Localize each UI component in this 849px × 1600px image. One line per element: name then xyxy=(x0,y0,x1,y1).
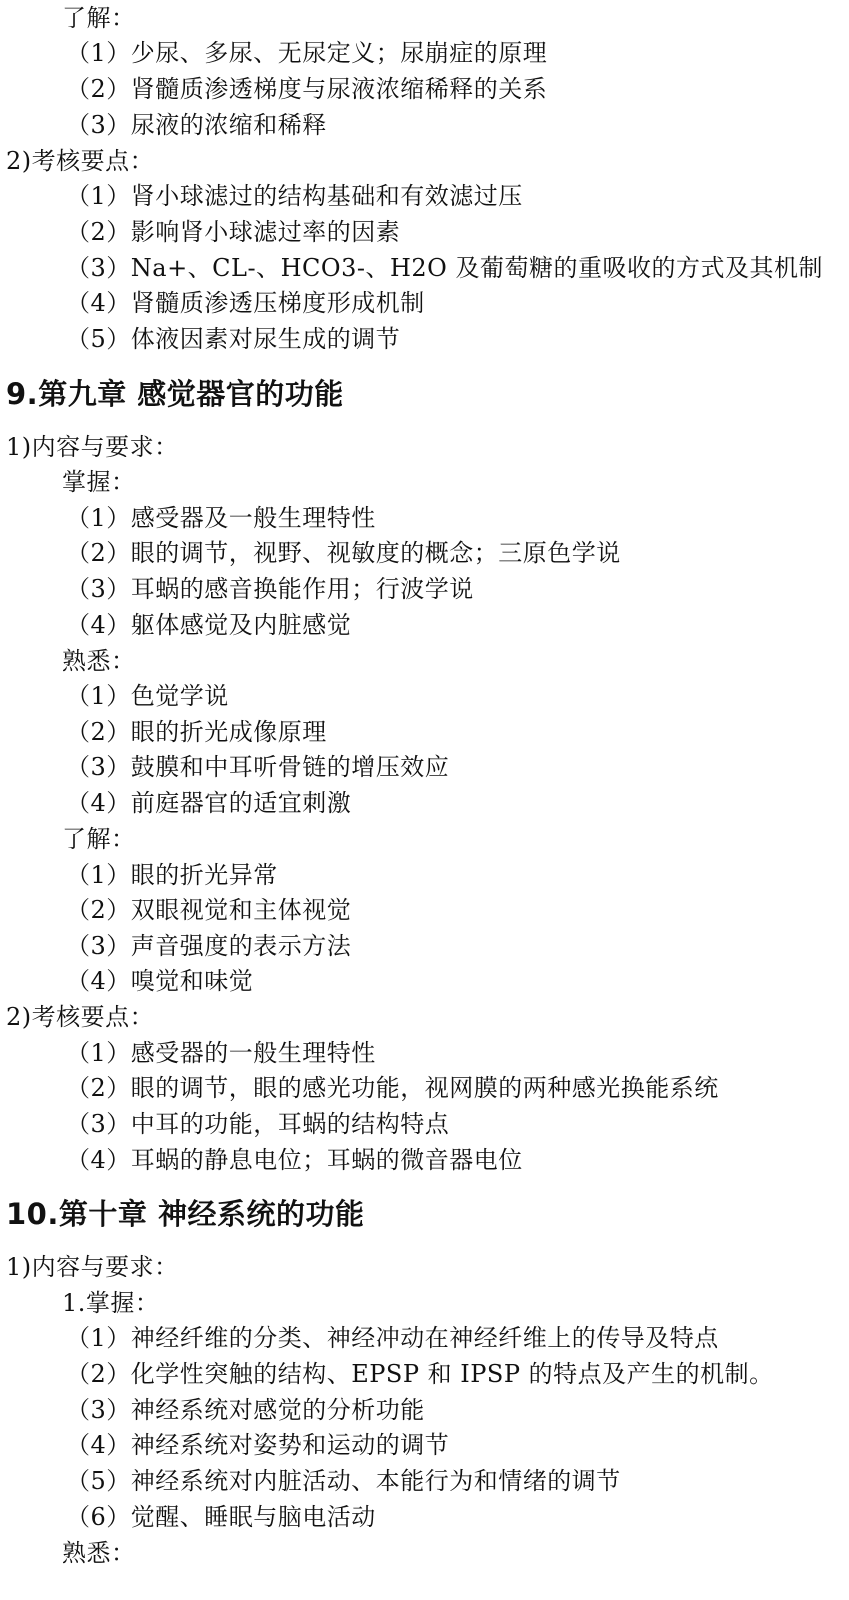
ch10-master-label: 1.掌握： xyxy=(62,1289,160,1317)
ch10-master-item-6: （6）觉醒、睡眠与脑电活动 xyxy=(66,1503,376,1531)
ch9-understand-label: 了解： xyxy=(62,825,136,853)
ch8-understand-label: 了解： xyxy=(62,4,136,32)
ch9-understand-item-4: （4）嗅觉和味觉 xyxy=(66,967,254,995)
ch9-master-label: 掌握： xyxy=(62,468,136,496)
ch8-understand-item-2: （2）肾髓质渗透梯度与尿液浓缩稀释的关系 xyxy=(66,75,548,103)
ch9-familiar-item-4: （4）前庭器官的适宜刺激 xyxy=(66,789,352,817)
ch9-master-item-4: （4）躯体感觉及内脏感觉 xyxy=(66,611,352,639)
ch9-keypoint-3: （3）中耳的功能，耳蜗的结构特点 xyxy=(66,1110,450,1138)
ch10-content-label: 1)内容与要求： xyxy=(6,1253,179,1281)
ch9-master-item-2: （2）眼的调节，视野、视敏度的概念；三原色学说 xyxy=(66,539,621,567)
ch9-familiar-label: 熟悉： xyxy=(62,647,136,675)
ch9-keypoint-4: （4）耳蜗的静息电位；耳蜗的微音器电位 xyxy=(66,1146,523,1174)
ch9-understand-item-1: （1）眼的折光异常 xyxy=(66,861,278,889)
ch9-understand-item-2: （2）双眼视觉和主体视觉 xyxy=(66,896,352,924)
ch8-understand-item-1: （1）少尿、多尿、无尿定义；尿崩症的原理 xyxy=(66,39,548,67)
ch10-master-item-3: （3）神经系统对感觉的分析功能 xyxy=(66,1396,425,1424)
ch8-keypoint-4: （4）肾髓质渗透压梯度形成机制 xyxy=(66,289,425,317)
ch9-familiar-item-3: （3）鼓膜和中耳听骨链的增压效应 xyxy=(66,753,450,781)
chapter-9-title: 9.第九章 感觉器官的功能 xyxy=(6,377,344,411)
chapter-10-title: 10.第十章 神经系统的功能 xyxy=(6,1197,365,1231)
ch8-keypoint-5: （5）体液因素对尿生成的调节 xyxy=(66,325,401,353)
ch9-keypoint-2: （2）眼的调节，眼的感光功能，视网膜的两种感光换能系统 xyxy=(66,1074,719,1102)
ch9-keypoint-1: （1）感受器的一般生理特性 xyxy=(66,1039,376,1067)
ch8-understand-item-3: （3）尿液的浓缩和稀释 xyxy=(66,111,327,139)
ch10-master-item-1: （1）神经纤维的分类、神经冲动在神经纤维上的传导及特点 xyxy=(66,1324,719,1352)
ch9-understand-item-3: （3）声音强度的表示方法 xyxy=(66,932,352,960)
ch9-master-item-3: （3）耳蜗的感音换能作用；行波学说 xyxy=(66,575,474,603)
ch9-familiar-item-2: （2）眼的折光成像原理 xyxy=(66,718,327,746)
ch8-keypoints-label: 2)考核要点： xyxy=(6,147,155,175)
ch8-keypoint-1: （1）肾小球滤过的结构基础和有效滤过压 xyxy=(66,182,523,210)
ch9-master-item-1: （1）感受器及一般生理特性 xyxy=(66,504,376,532)
ch10-familiar-label: 熟悉： xyxy=(62,1539,136,1567)
ch9-familiar-item-1: （1）色觉学说 xyxy=(66,682,229,710)
ch9-content-label: 1)内容与要求： xyxy=(6,433,179,461)
ch10-master-item-5: （5）神经系统对内脏活动、本能行为和情绪的调节 xyxy=(66,1467,621,1495)
ch10-master-item-4: （4）神经系统对姿势和运动的调节 xyxy=(66,1431,450,1459)
ch9-keypoints-label: 2)考核要点： xyxy=(6,1003,155,1031)
ch8-keypoint-3: （3）Na+、CL-、HCO3-、H2O 及葡萄糖的重吸收的方式及其机制 xyxy=(66,254,823,282)
ch8-keypoint-2: （2）影响肾小球滤过率的因素 xyxy=(66,218,401,246)
ch10-master-item-2: （2）化学性突触的结构、EPSP 和 IPSP 的特点及产生的机制。 xyxy=(66,1360,774,1388)
